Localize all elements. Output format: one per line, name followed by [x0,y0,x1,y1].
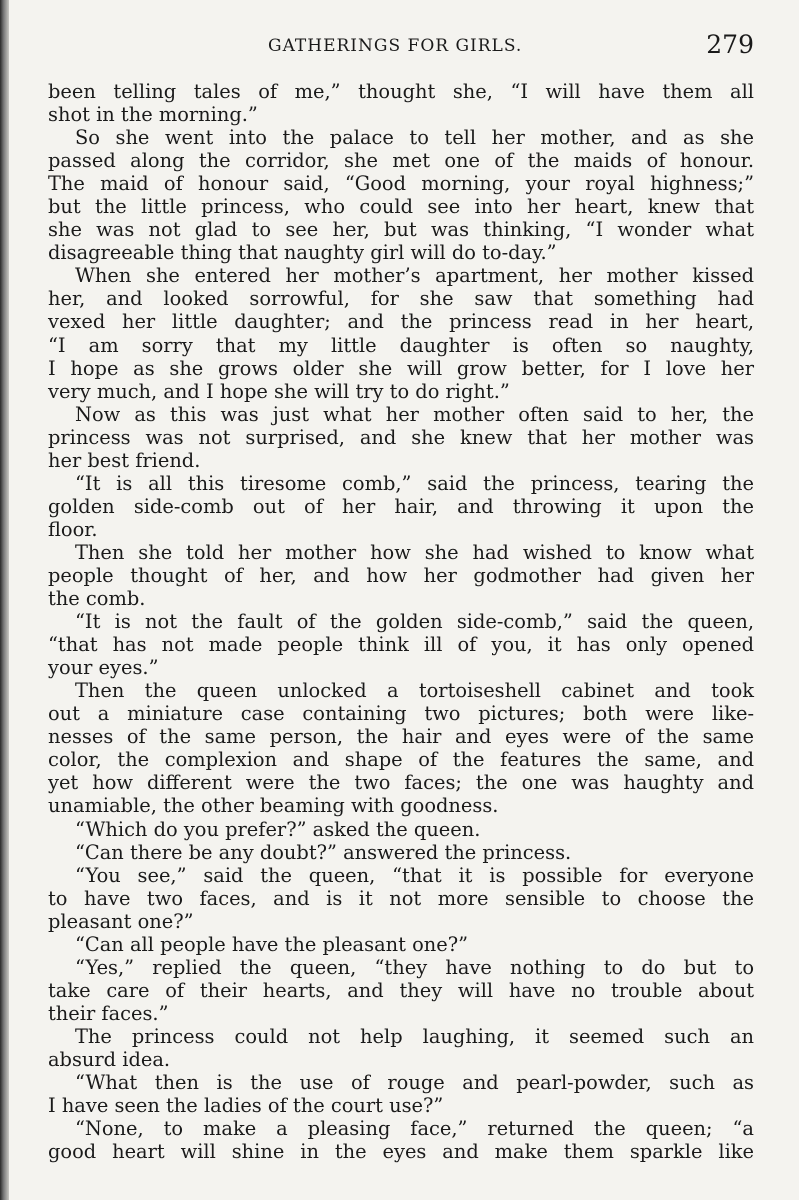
text-line: “Can all people have the pleasant one?” [75,932,469,956]
text-line: absurd idea. [48,1047,171,1071]
text-line: “I am sorry that my little daughter is often so naughty, [48,333,754,357]
text-line: to have two faces, and is it not more sensible to choose the [48,886,754,910]
text-line: vexed her little daughter; and the princess read in her heart, [48,310,754,334]
text-line: people thought of her, and how her godmother had given her [48,563,754,587]
text-line: passed along the corridor, she met one of the maids of honour. [48,149,754,173]
text-line: but the little princess, who could see into her heart, knew that [48,195,754,219]
text-line: good heart will shine in the eyes and make them sparkle like [48,1140,754,1164]
text-line: “Can there be any doubt?” answered the princess. [75,840,572,864]
text-line: been telling tales of me,” thought she, “I will have them all [48,80,754,103]
page-number: 279 [706,30,754,59]
text-line: When she entered her mother’s apartment, her mother kissed [75,264,754,288]
page-header [48,30,754,64]
text-line: “Yes,” replied the queen, “they have nothing to do but to [75,955,754,979]
text-line: floor. [48,517,98,541]
text-line: princess was not surprised, and she knew that her mother was [48,425,754,449]
text-line: “that has not made people think ill of you, it has only opened [48,633,754,657]
text-line: I have seen the ladies of the court use?” [48,1094,444,1118]
text-line: the comb. [48,587,146,611]
text-line: unamiable, the other beaming with goodness. [48,794,499,818]
text-line: “It is not the fault of the golden side-comb,” said the queen, [75,610,754,634]
text-line: disagreeable thing that naughty girl will do to-day.” [48,241,557,265]
text-line: “What then is the use of rouge and pearl-powder, such as [75,1071,754,1095]
text-line: “Which do you prefer?” asked the queen. [75,817,481,841]
text-line: she was not glad to see her, but was thinking, “I wonder what [48,218,754,242]
text-line: The princess could not help laughing, it seemed such an [75,1024,754,1048]
text-line: “You see,” said the queen, “that it is possible for everyone [75,863,754,887]
text-line: pleasant one?” [48,909,194,933]
binding-gutter [0,0,9,1200]
running-title: GATHERINGS FOR GIRLS. [268,36,523,56]
text-line: her, and looked sorrowful, for she saw that something had [48,287,754,311]
text-line: So she went into the palace to tell her mother, and as she [75,126,754,150]
text-line: I hope as she grows older she will grow better, for I love her [48,356,754,380]
text-line: their faces.” [48,1001,169,1025]
text-line: “It is all this tiresome comb,” said the princess, tearing the [75,471,754,495]
text-line: out a miniature case containing two pictures; both were like- [48,702,754,726]
text-line: her best friend. [48,448,201,472]
text-line: Then the queen unlocked a tortoiseshell cabinet and took [75,679,754,703]
text-line: nesses of the same person, the hair and eyes were of the same [48,725,754,749]
text-line: color, the complexion and shape of the features the same, and [48,748,754,772]
text-line: yet how different were the two faces; the one was haughty and [48,771,754,795]
text-line: The maid of honour said, “Good morning, your royal highness;” [48,172,754,196]
text-line: very much, and I hope she will try to do right.” [48,379,510,403]
text-line: your eyes.” [48,656,159,680]
text-line: golden side-comb out of her hair, and throwing it upon the [48,494,754,518]
text-line: take care of their hearts, and they will have no trouble about [48,978,754,1002]
text-line: shot in the morning.” [48,103,258,127]
text-line: Now as this was just what her mother often said to her, the [75,402,754,426]
body-text [48,80,754,1163]
text-line: “None, to make a pleasing face,” returned the queen; “a [75,1117,754,1141]
text-line: Then she told her mother how she had wished to know what [75,540,754,564]
